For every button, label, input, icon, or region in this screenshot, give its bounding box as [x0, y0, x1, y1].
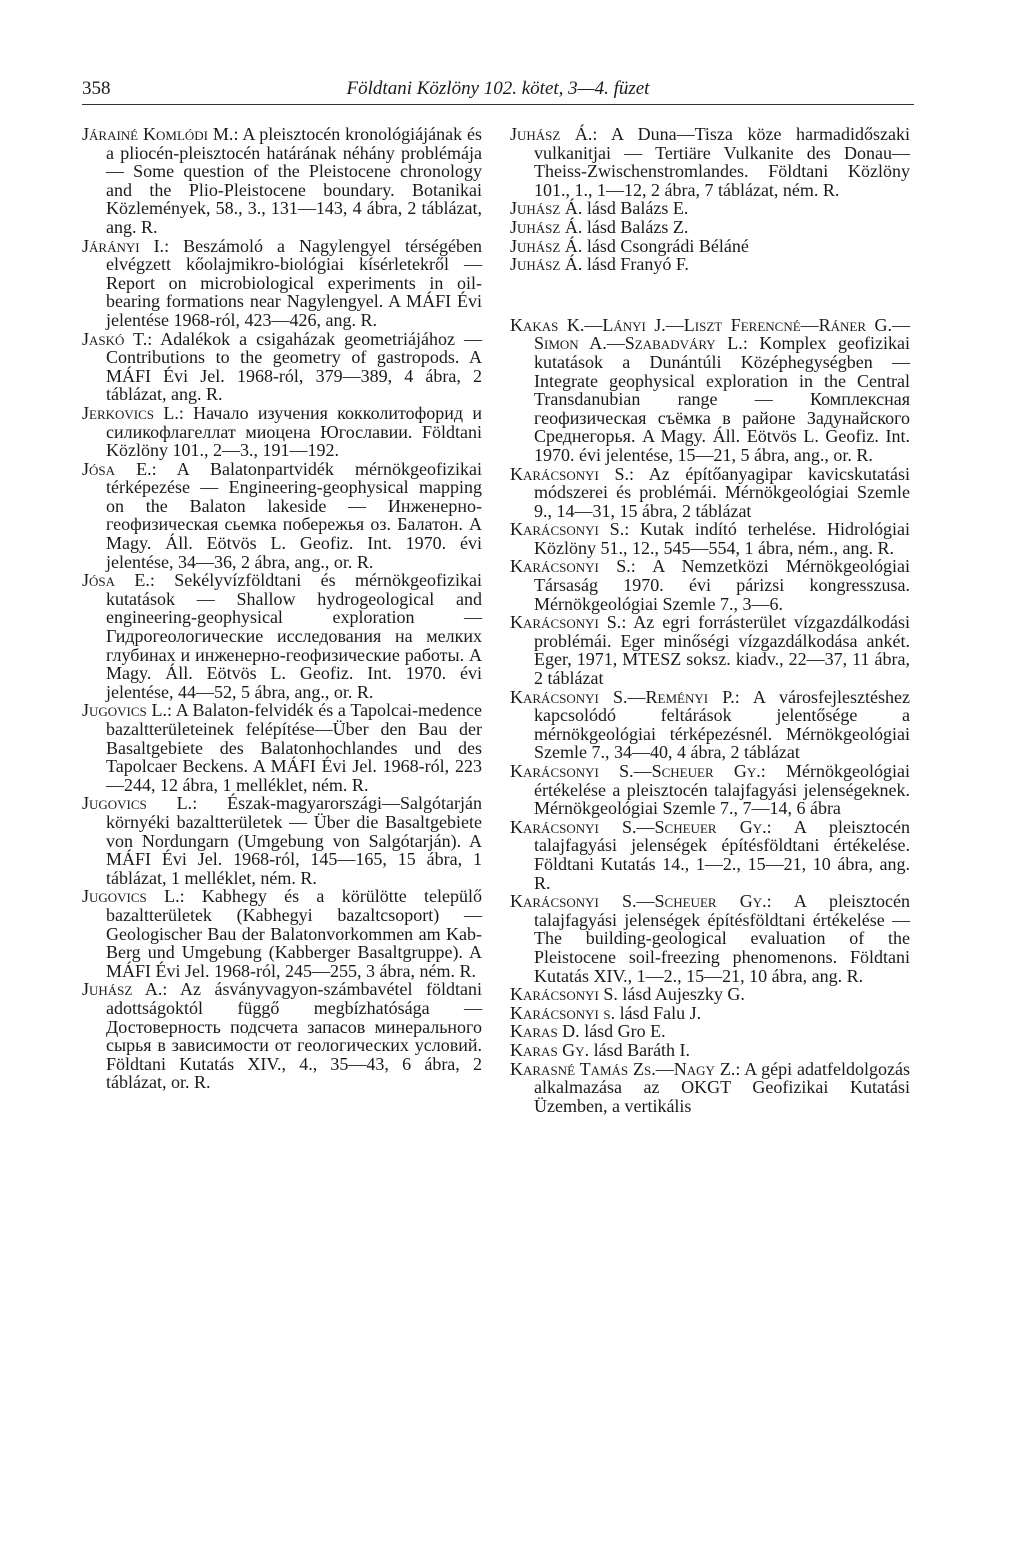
entry-author: Karácsonyi S.—Scheuer Gy. — [510, 761, 761, 781]
entry-author: Jaskó T. — [82, 328, 148, 349]
entry-text: lásd Franyó F. — [582, 254, 689, 275]
entry-author: Juhász Á. — [510, 216, 583, 237]
entry-author: Jugovics L. — [82, 886, 180, 907]
entry-text: : A Balaton-felvidék és a Tapolcai-medence bazaltterületeinek felépítése—Über den Bau der Basaltgebiete des Balatonhochlandes und des Tapolcaer Beckens. A MÁFI Évi Jel. 1968-ról, 223—244, 12 ábra, 1 melléklet, ném. R. — [106, 700, 482, 795]
entry-author: Karácsonyi S. — [510, 984, 618, 1005]
entry-author: Járainé Komlódi M. — [82, 124, 234, 144]
entry-author: Karas Gy. — [510, 1039, 590, 1060]
entry-author: Járányi I. — [82, 235, 165, 256]
bibliography-entry — [82, 460, 482, 572]
entry-text: : Az ásványvagyon-számbavétel földtani adottságoktól függő megbízhatósága — Достоверность подсчета запасов минерального сырья в зависимости от геологических условий. Földtani Kutatás XIV., 4., 35—43, 6 ábra, 2 táblázat, or. R. — [106, 979, 482, 1093]
entry-author: Karácsonyi S.—Reményi P. — [510, 686, 735, 707]
bibliography-entry — [510, 1004, 910, 1023]
entry-author: Karácsonyi S. — [510, 463, 630, 484]
entry-author: Juhász Á. — [510, 254, 583, 275]
entry-text: : Mérnökgeológiai értékelése a pleisztocén talajfagyási jelenségeknek. Mérnökgeológiai Szemle 7., 7—14, 6 ábra — [534, 761, 910, 819]
entry-author: Juhász Á. — [510, 198, 583, 219]
entry-text: lásd Balázs Z. — [582, 216, 689, 237]
bibliography-entry — [510, 892, 910, 985]
entry-text: : Sekélyvízföldtani és mérnökgeofizikai kutatások — Shallow hydrogeological and engineering-geophysical exploration — Гидрогеологические исследования на мелких глубинах и инженерно-геофизические работы. A Magy. Áll. Eötvös L. Geofiz. Int. 1970. évi jelentése, 44—52, 5 ábra, ang., or. R. — [106, 570, 482, 702]
entry-author: Karácsonyi S. — [510, 519, 625, 540]
entry-text: : A pleisztocén talajfagyási jelenségek építésföldtani értékelése — The building-geological evaluation of the Pleistocene soil-freezing phenomenons. Földtani Kutatás XIV., 1—2., 15—21, 10 ábra, ang. R. — [534, 891, 911, 986]
bibliography-entry — [82, 125, 482, 237]
entry-author: Karasné Tamás Zs.—Nagy Z. — [510, 1058, 736, 1079]
entry-text: : A városfejlesztéshez kapcsolódó feltárások jelentősége a mérnökgeológiai térképezésnél. Mérnökgeológiai Szemle 7., 34—40, 4 ábra, 2 táblázat — [534, 686, 910, 763]
entry-text: : Adalékok a csigaházak geometriájához — Contributions to the geometry of gastropods. A MÁFI Évi Jel. 1968-ról, 379—389, 4 ábra, 2 táblázat, ang. R. — [106, 328, 482, 405]
entry-author: Karácsonyi S. — [510, 556, 631, 577]
entry-text: : Kutak indító terhelése. Hidrológiai Közlöny 51., 12., 545—554, 1 ábra, ném., ang. R. — [534, 519, 911, 558]
entry-text: : Az építőanyagipar kavicskutatási módszerei és problémái. Mérnökgeológiai Szemle 9., 14—31, 15 ábra, 2 táblázat — [534, 463, 910, 521]
bibliography-entry — [82, 237, 482, 330]
bibliography-entry — [510, 237, 910, 256]
bibliography-entry — [510, 1041, 910, 1060]
entry-text: : A gépi adatfeldolgozás alkalmazása az OKGT Geofizikai Kutatási Üzemben, a vertikális — [534, 1058, 911, 1116]
entry-author: Juhász Á. — [510, 235, 583, 256]
bibliography-entry — [510, 465, 910, 521]
entry-text: lásd Falu J. — [615, 1002, 702, 1023]
entry-author: Karas D. — [510, 1021, 580, 1042]
entry-author: Karácsonyi S.—Scheuer Gy. — [510, 816, 767, 837]
entry-text: : Az egri forrásterület vízgazdálkodási problémái. Eger minőségi vízgazdálkodása ankét. Eger, 1971, MTESZ soksz. kiadv., 22—37, 11 ábra, 2 táblázat — [534, 612, 910, 689]
bibliography-entry — [510, 613, 910, 687]
entry-text: : A pleisztocén talajfagyási jelenségek építésföldtani értékelése. Földtani Kutatás 14., 1—2., 15—21, 10 ábra, ang. R. — [534, 816, 911, 893]
bibliography-entry — [510, 688, 910, 762]
entry-author: Karácsonyi S.—Scheuer Gy. — [510, 891, 767, 912]
bibliography-entry — [510, 520, 910, 557]
bibliography-entry — [510, 125, 910, 199]
entry-author: Kakas K.—Lányi J.—Liszt Ferencné—Ráner G.—Simon A.—Szabadváry L. — [510, 314, 910, 354]
bibliography-entry — [82, 404, 482, 460]
entry-author: Jósa E. — [82, 458, 152, 479]
entry-author: Jósa E. — [82, 570, 150, 591]
bibliography-entry — [82, 701, 482, 794]
entry-author: Jerkovics L. — [82, 402, 179, 423]
bibliography-entry — [82, 980, 482, 1092]
right-column — [510, 125, 910, 1115]
bibliography-entry — [510, 762, 910, 818]
entry-text: : A Nemzetközi Mérnökgeológiai Társaság 1970. évi párizsi kongresszusa. Mérnökgeológiai Szemle 7., 3—6. — [534, 556, 910, 614]
bibliography-entry — [82, 794, 482, 887]
bibliography-entry — [82, 330, 482, 404]
entry-text: : Начало изучения кокколитофорид и силикофлагеллат миоцена Югославии. Földtani Közlöny 101., 2—3., 191—192. — [106, 402, 482, 461]
entry-author: Juhász Á. — [510, 124, 593, 144]
entry-text: : A Duna—Tisza köze harmadidőszaki vulkanitjai — Tertiäre Vulkanite des Donau—Theiss-Zwischenstromlandes. Földtani Közlöny 101., 1., 1—12, 2 ábra, 7 táblázat, ném. R. — [534, 124, 910, 200]
running-title: Földtani Közlöny 102. kötet, 3—4. füzet — [346, 78, 650, 99]
bibliography-entry — [510, 557, 910, 613]
bibliography-entry — [510, 316, 910, 465]
entry-author: Karácsonyi s. — [510, 1002, 616, 1023]
entry-text: : Komplex geofizikai kutatások a Dunántúli Középhegységben — Integrate geophysical exploration in the Central Transdanubian range — Комплексная геофизическая съёмка в районе Задунайского Среднегорья. A Magy. Áll. Eötvös L. Geofiz. Int. 1970. évi jelentése, 15—21, 5 ábra, ang., or. R. — [534, 333, 910, 465]
left-column — [82, 125, 482, 1092]
entry-author: Jugovics L. — [82, 700, 168, 721]
bibliography-entry — [510, 985, 910, 1004]
entry-text: : A pleisztocén kronológiájának és a pliocén-pleisztocén határának néhány problémája — Some question of the Pleistocene chronology and the Plio-Pleistocene boundary. Botanikai Közlemények, 58., 3., 131—143, 4 ábra, 2 táblázat, ang. R. — [106, 124, 483, 237]
entry-text: lásd Baráth I. — [589, 1039, 691, 1060]
bibliography-entry — [510, 818, 910, 892]
bibliography-entry — [510, 255, 910, 274]
bibliography-entry — [510, 1022, 910, 1041]
page-header — [82, 78, 914, 105]
entry-text: : Beszámoló a Nagylengyel térségében elvégzett kőolajmikro-biológiai kísérletekről — Report on microbiological experiments in oil-bearing formations near Nagylengyel. A MÁFI Évi jelentése 1968-ról, 423—426, ang. R. — [106, 235, 482, 330]
page-number: 358 — [82, 78, 111, 99]
bibliography-entry — [82, 571, 482, 701]
entry-text: lásd Balázs E. — [582, 198, 689, 219]
bibliography-entry — [510, 218, 910, 237]
entry-text: : A Balatonpartvidék mérnökgeofizikai térképezése — Engineering-geophysical mapping on the Balaton lakeside — Инженерно-геофизическая сьемка побережья оз. Балатон. A Magy. Áll. Eötvös L. Geofiz. Int. 1970. évi jelentése, 34—36, 2 ábra, ang., or. R. — [106, 458, 482, 572]
entry-author: Karácsonyi S. — [510, 612, 622, 633]
bibliography-entry — [510, 1060, 910, 1116]
entry-text: : Kabhegy és a körülötte települő bazaltterületek (Kabhegyi bazaltcsoport) — Geologischer Bau der Balatonvorkommen am Kab-Berg und Umgebung (Kabberger Basaltgruppe). A MÁFI Évi Jel. 1968-ról, 245—255, 3 ábra, ném. R. — [106, 886, 482, 981]
entry-author: Juhász A. — [82, 979, 163, 1000]
entry-text: : Észak-magyarországi—Salgótarján környéki bazaltterületek — Über die Basaltgebiete von Nordungarn (Umgebung von Salgótarján). A MÁFI Évi Jel. 1968-ról, 145—165, 15 ábra, 1 táblázat, 1 melléklet, ném. R. — [106, 793, 482, 888]
entry-text: lásd Aujeszky G. — [617, 984, 745, 1005]
entry-author: Jugovics L. — [82, 793, 193, 814]
bibliography-entry — [510, 199, 910, 218]
entry-text: lásd Csongrádi Béláné — [582, 235, 749, 256]
entry-text: lásd Gro E. — [579, 1021, 666, 1042]
bibliography-entry — [82, 887, 482, 980]
